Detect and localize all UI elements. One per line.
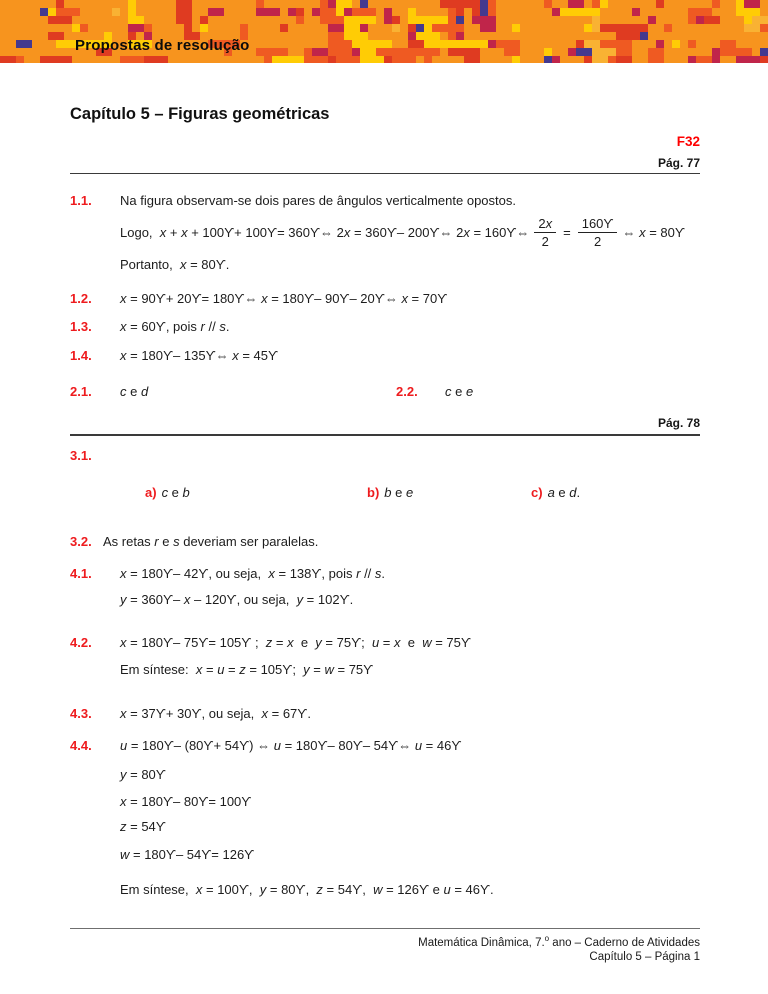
page-footer: [70, 928, 700, 965]
exercise-3-2-number: 3.2.: [70, 534, 92, 549]
exercise-1-1-number: 1.1.: [70, 193, 92, 208]
exercise-3-1: [70, 448, 700, 463]
exercise-4-4-number: 4.4.: [70, 738, 92, 753]
exercise-4-3-solution: x = 37ϒ+ 30ϒ, ou seja, x = 67ϒ.: [120, 706, 311, 721]
section-divider-1: [70, 173, 700, 174]
page-ref-78: Pág. 78: [657, 416, 700, 430]
option-c-text: a e d.: [547, 485, 581, 500]
exercise-4-3-number: 4.3.: [70, 706, 92, 721]
exercise-1-2-number: 1.2.: [70, 291, 92, 306]
exercise-4-4-line4: z = 54ϒ: [120, 819, 166, 834]
exercise-4-4: [70, 738, 700, 897]
option-b: [367, 485, 531, 500]
exercise-4-3: [70, 706, 700, 721]
footer-book-title: Matemática Dinâmica, 7.$^o$ ano – Caderno de Atividades: [418, 934, 700, 949]
header-title: Propostas de resolução: [75, 37, 250, 54]
exercise-4-2: [70, 635, 700, 677]
exercise-4-1-line1: x = 180ϒ– 42ϒ, ou seja, x = 138ϒ, pois r // s.: [120, 566, 386, 581]
exercise-1-1: [70, 193, 700, 272]
page-ref-77: Pág. 77: [657, 156, 700, 170]
exercise-2-1: [70, 384, 396, 399]
chapter-title: Capítulo 5 – Figuras geométricas: [70, 105, 330, 123]
option-c-label: c): [531, 485, 543, 500]
exercise-1-4-number: 1.4.: [70, 348, 92, 363]
equation-segment: ⇔ x = 80ϒ: [622, 225, 685, 240]
fraction-denominator: 2: [541, 234, 549, 249]
header-band: [0, 0, 768, 63]
exercise-4-1: [70, 566, 700, 607]
exercise-1-4: [70, 348, 700, 363]
option-c: [531, 485, 580, 500]
exercise-1-1-body: [120, 193, 700, 272]
option-a: [145, 485, 367, 500]
fraction-denominator: 2: [593, 234, 602, 249]
page-content: [0, 105, 768, 897]
exercise-4-4-line1: u = 180ϒ– (80ϒ+ 54ϒ) ⇔ u = 180ϒ– 80ϒ– 54ϒ⇔ u = 46ϒ: [120, 738, 462, 753]
exercise-4-2-number: 4.2.: [70, 635, 92, 650]
worksheet-code: F32: [676, 134, 700, 149]
exercise-2-2-solution: c e e: [445, 384, 474, 399]
equation-segment: Logo, x + x + 100ϒ+ 100ϒ= 360ϒ⇔ 2x = 360ϒ– 200ϒ⇔ 2x = 160ϒ⇔: [120, 225, 530, 240]
fraction-numerator: 160ϒ: [578, 216, 618, 233]
exercise-2-1-number: 2.1.: [70, 384, 92, 399]
option-b-text: b e e: [384, 485, 414, 500]
option-a-text: c e b: [161, 485, 190, 500]
exercise-2-row: [70, 384, 700, 399]
exercise-3-1-options: [70, 485, 700, 500]
exercise-2-2-number: 2.2.: [396, 384, 418, 399]
exercise-4-4-line2: y = 80ϒ: [120, 767, 166, 782]
exercise-2-2: [396, 384, 473, 399]
exercise-1-1-intro: Na figura observam-se dois pares de ângulos verticalmente opostos.: [120, 193, 516, 208]
fraction: [578, 216, 618, 249]
exercise-4-1-number: 4.1.: [70, 566, 92, 581]
exercise-1-4-solution: x = 180ϒ– 135ϒ⇔ x = 45ϒ: [120, 348, 279, 363]
exercise-1-2: [70, 291, 700, 306]
exercise-4-4-summary: Em síntese, x = 100ϒ, y = 80ϒ, z = 54ϒ, w = 126ϒ e u = 46ϒ.: [120, 882, 494, 897]
exercise-1-3-solution: x = 60ϒ, pois r // s.: [120, 319, 230, 334]
exercise-4-2-line1: x = 180ϒ– 75ϒ= 105ϒ ; z = x e y = 75ϒ; u = x e w = 75ϒ: [120, 635, 471, 650]
fraction-numerator: 2x: [534, 216, 556, 233]
exercise-4-1-line2: y = 360ϒ– x – 120ϒ, ou seja, y = 102ϒ.: [120, 592, 354, 607]
exercise-3-2-solution: As retas r e s deveriam ser paralelas.: [103, 534, 319, 549]
exercise-3-2: [70, 534, 700, 549]
section-divider-2: [70, 434, 700, 436]
exercise-4-4-line3: x = 180ϒ– 80ϒ= 100ϒ: [120, 794, 252, 809]
footer-chapter-page: Capítulo 5 – Página 1: [589, 951, 700, 964]
exercise-2-1-solution: c e d: [120, 384, 149, 399]
exercise-1-3-number: 1.3.: [70, 319, 92, 334]
option-a-label: a): [145, 485, 157, 500]
exercise-3-1-number: 3.1.: [70, 448, 92, 463]
exercise-1-3: [70, 319, 700, 334]
exercise-4-4-line5: w = 180ϒ– 54ϒ= 126ϒ: [120, 847, 255, 862]
option-b-label: b): [367, 485, 380, 500]
exercise-4-2-line2: Em síntese: x = u = z = 105ϒ; y = w = 75ϒ: [120, 662, 374, 677]
exercise-1-2-solution: x = 90ϒ+ 20ϒ= 180ϒ⇔ x = 180ϒ– 90ϒ– 20ϒ⇔ x = 70ϒ: [120, 291, 448, 306]
equation-segment: =: [563, 225, 571, 240]
fraction: [534, 216, 556, 249]
exercise-1-1-equation: [120, 216, 700, 249]
exercise-1-1-conclusion: Portanto, x = 80ϒ.: [120, 257, 230, 272]
